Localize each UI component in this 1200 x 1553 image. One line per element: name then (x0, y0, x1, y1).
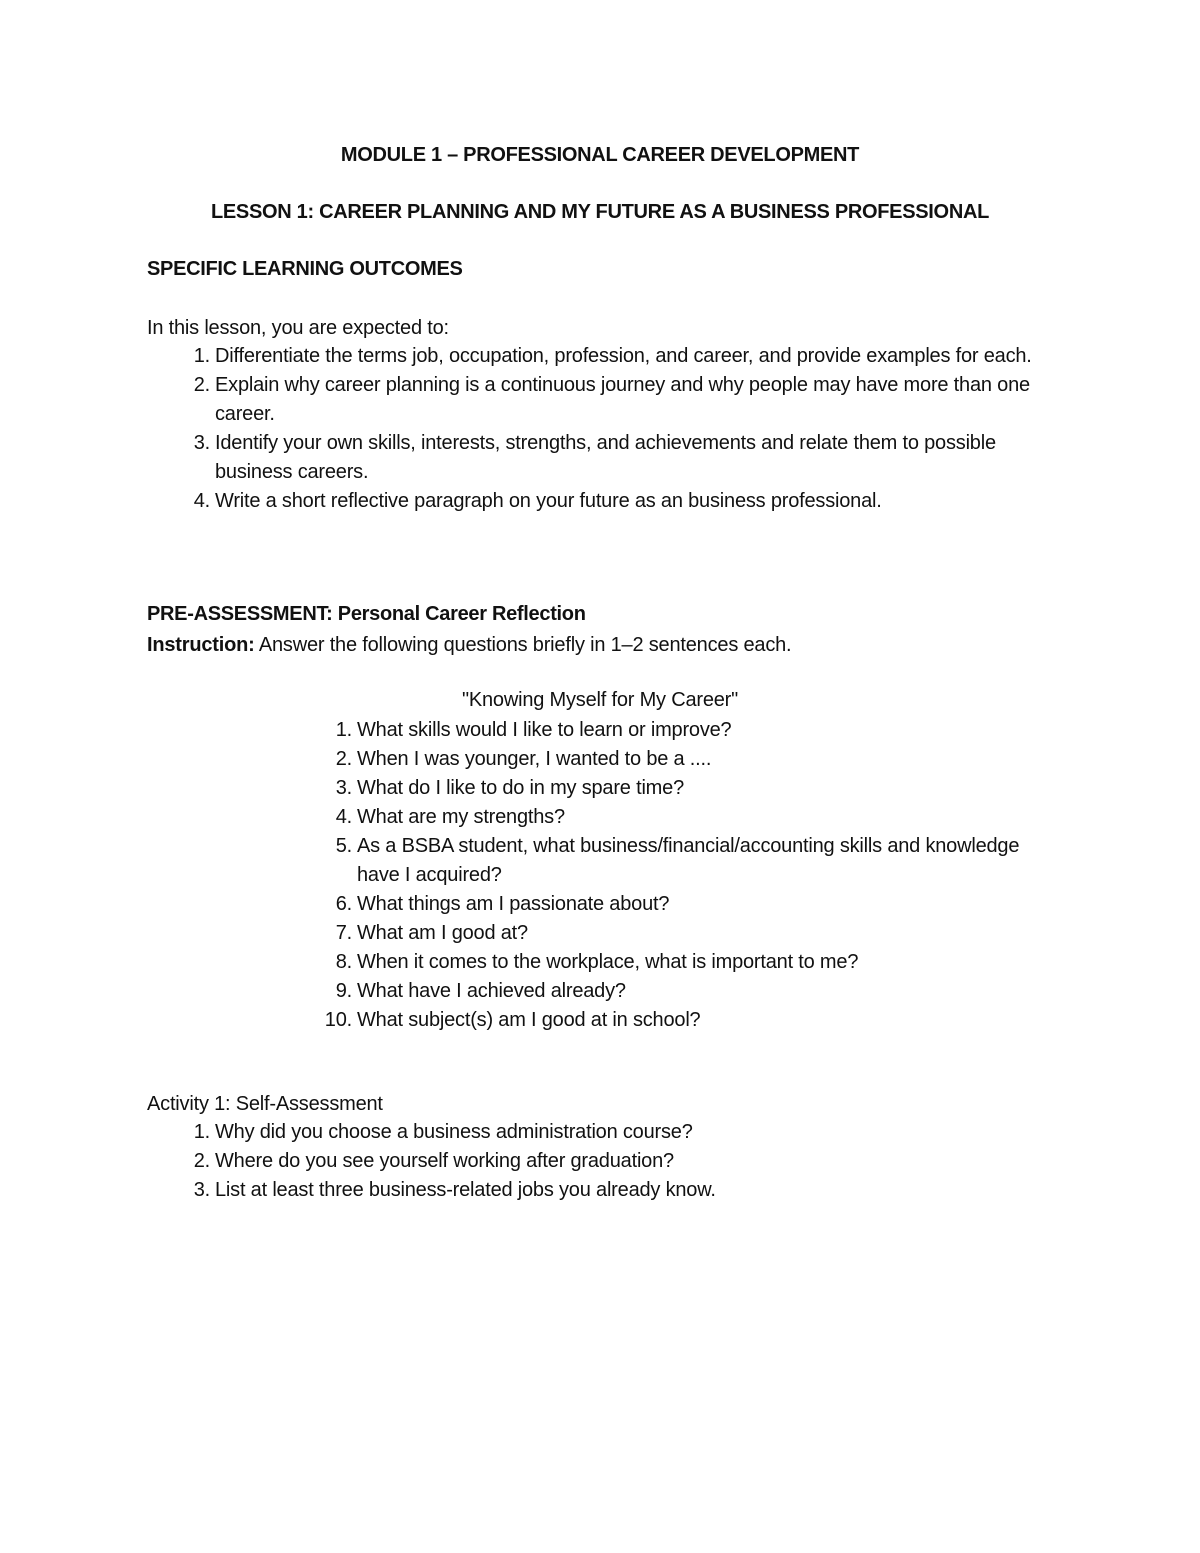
list-item-text: What do I like to do in my spare time? (357, 777, 684, 799)
list-item-text: Explain why career planning is a continuous journey and why people may have more than one career. (215, 374, 1030, 425)
list-item-text: Identify your own skills, interests, strengths, and achievements and relate them to possible business careers. (215, 432, 996, 483)
list-item (322, 919, 1062, 948)
list-item-text: As a BSBA student, what business/financial/accounting skills and knowledge have I acquired? (357, 835, 1020, 886)
list-item (322, 948, 1062, 977)
list-number: 3. (335, 777, 352, 799)
list-item (322, 977, 1062, 1006)
list-item-text: What things am I passionate about? (357, 893, 670, 915)
list-item-text: List at least three business-related jobs you already know. (215, 1179, 716, 1201)
questions-list (322, 716, 1062, 1035)
list-item-text: What skills would I like to learn or improve? (357, 719, 732, 741)
list-number: 1. (335, 719, 352, 741)
list-number: 9. (335, 980, 352, 1002)
list-number: 10. (324, 1009, 352, 1031)
list-number: 1. (193, 1121, 210, 1143)
list-item (180, 1147, 1060, 1176)
list-item (180, 371, 1060, 429)
list-item-text: Where do you see yourself working after graduation? (215, 1150, 674, 1172)
list-item (322, 1006, 1062, 1035)
list-number: 1. (193, 345, 210, 367)
instruction-label: Instruction: (147, 634, 255, 656)
list-item (322, 745, 1062, 774)
list-number: 2. (335, 748, 352, 770)
list-item (180, 429, 1060, 487)
list-item (180, 1118, 1060, 1147)
questions-subtitle: "Knowing Myself for My Career" (461, 689, 739, 711)
list-item (322, 832, 1062, 890)
list-number: 5. (335, 835, 352, 857)
list-number: 4. (335, 806, 352, 828)
activity-title: Activity 1: Self-Assessment (147, 1093, 383, 1115)
list-item (180, 1176, 1060, 1205)
list-item-text: When I was younger, I wanted to be a .... (357, 748, 712, 770)
lesson-title: LESSON 1: CAREER PLANNING AND MY FUTURE AS A BUSINESS PROFESSIONAL (210, 201, 990, 223)
list-item-text: Why did you choose a business administration course? (215, 1121, 693, 1143)
list-number: 2. (193, 1150, 210, 1172)
list-item (322, 803, 1062, 832)
module-title: MODULE 1 – PROFESSIONAL CAREER DEVELOPMENT (340, 144, 860, 166)
pre-assessment-heading: PRE-ASSESSMENT: Personal Career Reflection (147, 603, 586, 625)
list-item-text: Differentiate the terms job, occupation, profession, and career, and provide examples for each. (215, 345, 1032, 367)
list-item (180, 342, 1060, 371)
list-number: 2. (193, 374, 210, 396)
list-number: 3. (193, 432, 210, 454)
list-item-text: What subject(s) am I good at in school? (357, 1009, 701, 1031)
list-item-text: What are my strengths? (357, 806, 565, 828)
list-item (322, 716, 1062, 745)
list-item (180, 487, 1060, 516)
list-item-text: When it comes to the workplace, what is important to me? (357, 951, 859, 973)
list-number: 4. (193, 490, 210, 512)
outcomes-list (180, 342, 1060, 516)
list-item (322, 890, 1062, 919)
activity-list (180, 1118, 1060, 1205)
list-item-text: Write a short reflective paragraph on your future as an business professional. (215, 490, 882, 512)
outcomes-heading: SPECIFIC LEARNING OUTCOMES (147, 258, 463, 280)
list-number: 8. (335, 951, 352, 973)
list-item (322, 774, 1062, 803)
list-item-text: What have I achieved already? (357, 980, 626, 1002)
instruction-text: Answer the following questions briefly in 1–2 sentences each. (254, 634, 792, 656)
list-number: 7. (335, 922, 352, 944)
list-number: 3. (193, 1179, 210, 1201)
outcomes-intro: In this lesson, you are expected to: (147, 317, 449, 339)
list-number: 6. (335, 893, 352, 915)
instruction-line (147, 631, 791, 660)
list-item-text: What am I good at? (357, 922, 528, 944)
